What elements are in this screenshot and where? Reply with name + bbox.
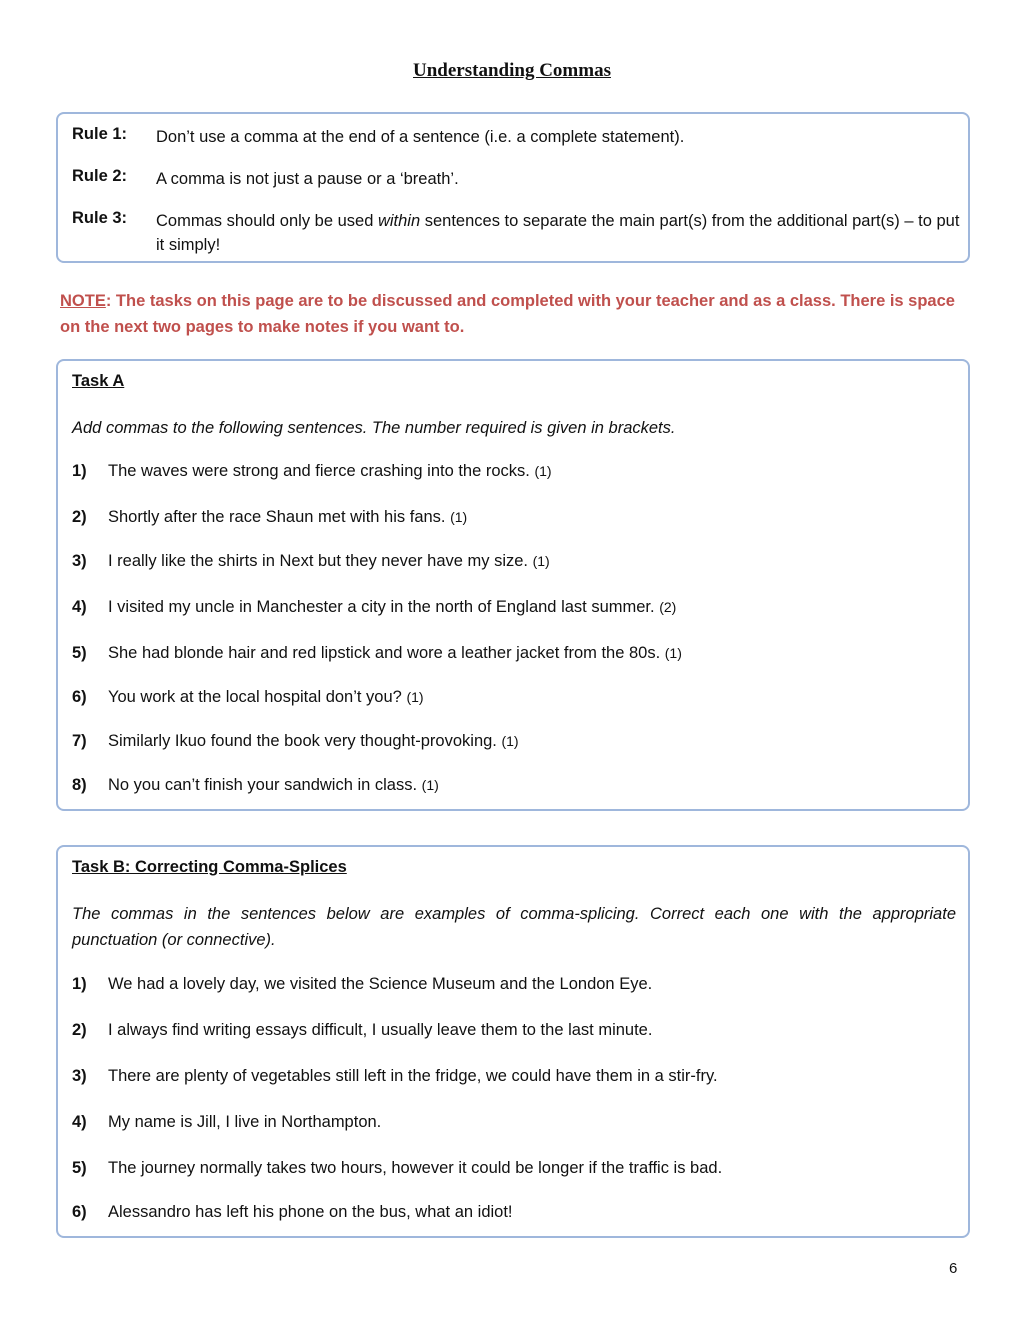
item-mark: (1) xyxy=(501,733,519,749)
item-mark: (1) xyxy=(406,689,424,705)
item-number: 1) xyxy=(72,975,87,993)
item-number: 7) xyxy=(72,732,87,750)
rule-text: A comma is not just a pause or a ‘breath’. xyxy=(156,170,459,188)
rules-box xyxy=(56,112,970,263)
page-number: 6 xyxy=(949,1260,958,1277)
item-number: 5) xyxy=(72,644,87,662)
item-sentence xyxy=(108,552,550,571)
task-a-instruction: Add commas to the following sentences. The number required is given in brackets. xyxy=(72,419,676,437)
item-text: You work at the local hospital don’t you? xyxy=(108,688,402,706)
item-sentence xyxy=(108,598,676,617)
task-b-heading: Task B: Correcting Comma-Splices xyxy=(72,858,347,876)
rule-text-emphasis: within xyxy=(377,212,421,230)
item-number: 5) xyxy=(72,1159,87,1177)
item-number: 2) xyxy=(72,508,87,526)
item-number: 8) xyxy=(72,776,87,794)
item-mark: (1) xyxy=(421,777,439,793)
note-text xyxy=(60,288,970,340)
item-number: 6) xyxy=(72,688,87,706)
item-mark: (1) xyxy=(450,509,468,525)
rule-label: Rule 3: xyxy=(72,209,128,227)
note-body: : The tasks on this page are to be discussed and completed with your teacher and as a class. There is space on the next two pages to make notes if you want to. xyxy=(60,292,955,336)
rule-text-part: sentences to separate the main part(s) from the additional part(s) – to put it simply! xyxy=(156,212,960,254)
item-sentence xyxy=(108,732,519,751)
item-mark: (1) xyxy=(534,463,552,479)
item-text: She had blonde hair and red lipstick and wore a leather jacket from the 80s. xyxy=(108,644,661,662)
item-text: The waves were strong and fierce crashing into the rocks. xyxy=(108,462,530,480)
rule-text-part: Commas should only be used xyxy=(156,212,378,230)
item-sentence xyxy=(108,644,682,663)
item-mark: (1) xyxy=(664,645,682,661)
item-text: Similarly Ikuo found the book very thought-provoking. xyxy=(108,732,497,750)
rule-label: Rule 2: xyxy=(72,167,128,185)
item-mark: (1) xyxy=(532,553,550,569)
item-mark: (2) xyxy=(659,599,677,615)
item-number: 2) xyxy=(72,1021,87,1039)
item-text: I visited my uncle in Manchester a city in the north of England last summer. xyxy=(108,598,655,616)
item-text: I really like the shirts in Next but they never have my size. xyxy=(108,552,529,570)
item-number: 6) xyxy=(72,1203,87,1221)
rule-text xyxy=(156,209,962,257)
item-sentence xyxy=(108,508,467,527)
rule-text: Don’t use a comma at the end of a sentence (i.e. a complete statement). xyxy=(156,128,685,146)
item-text: My name is Jill, I live in Northampton. xyxy=(108,1113,382,1131)
item-text: We had a lovely day, we visited the Science Museum and the London Eye. xyxy=(108,975,653,993)
rule-label: Rule 1: xyxy=(72,125,128,143)
item-text: Shortly after the race Shaun met with his fans. xyxy=(108,508,446,526)
item-number: 4) xyxy=(72,1113,87,1131)
task-a-heading: Task A xyxy=(72,372,125,390)
item-number: 3) xyxy=(72,1067,87,1085)
item-sentence xyxy=(108,688,424,707)
item-text: I always find writing essays difficult, I usually leave them to the last minute. xyxy=(108,1021,653,1039)
item-text: The journey normally takes two hours, however it could be longer if the traffic is bad. xyxy=(108,1159,723,1177)
item-sentence xyxy=(108,462,552,481)
item-sentence xyxy=(108,776,439,795)
item-number: 4) xyxy=(72,598,87,616)
task-b-box xyxy=(56,845,970,1238)
note-label: NOTE xyxy=(60,292,106,310)
item-number: 3) xyxy=(72,552,87,570)
item-text: There are plenty of vegetables still left in the fridge, we could have them in a stir-fry. xyxy=(108,1067,718,1085)
page-title: Understanding Commas xyxy=(413,60,611,81)
task-b-instruction: The commas in the sentences below are examples of comma-splicing. Correct each one with the appropriate punctuation (or connective). xyxy=(72,905,956,949)
item-text: No you can’t finish your sandwich in class. xyxy=(108,776,418,794)
item-number: 1) xyxy=(72,462,87,480)
item-text: Alessandro has left his phone on the bus, what an idiot! xyxy=(108,1203,513,1221)
task-a-box xyxy=(56,359,970,811)
